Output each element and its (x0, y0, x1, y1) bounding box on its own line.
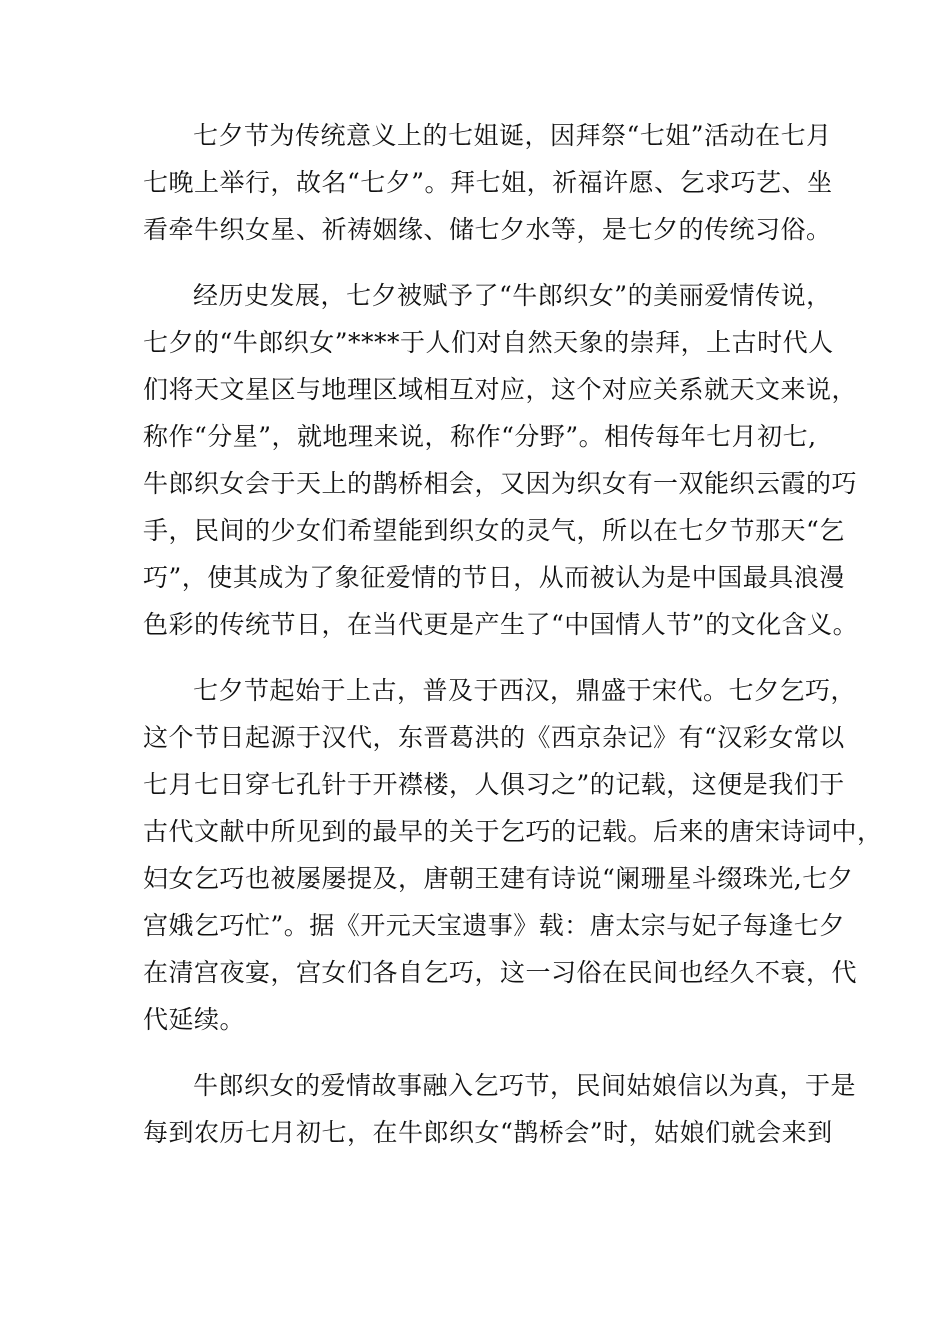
paragraph-line: 妇女乞巧也被屡屡提及，唐朝王建有诗说“阑珊星斗缀珠光,七夕 (143, 864, 854, 893)
paragraph-line: 巧”，使其成为了象征爱情的节日，从而被认为是中国最具浪漫 (143, 563, 845, 592)
paragraph-line: 七夕节为传统意义上的七姐诞，因拜祭“七姐”活动在七月 (193, 121, 832, 150)
paragraph-line: 七夕节起始于上古，普及于西汉，鼎盛于宋代。七夕乞巧， (193, 676, 857, 705)
paragraph-line: 宫娥乞巧忙”。据《开元天宝遗事》载：唐太宗与妃子每逢七夕 (143, 911, 845, 940)
paragraph-line: 代延续。 (143, 1005, 246, 1034)
paragraph-line: 七夕的“牛郎织女”****于人们对自然天象的崇拜，上古时代人 (143, 328, 834, 357)
paragraph-line: 牛郎织女的爱情故事融入乞巧节，民间姑娘信以为真，于是 (193, 1071, 857, 1100)
paragraph-line: 七晚上举行，故名“七夕”。拜七姐，祈福许愿、乞求巧艺、坐 (143, 168, 833, 197)
paragraph-line: 每到农历七月初七，在牛郎织女“鹊桥会”时，姑娘们就会来到 (143, 1118, 833, 1147)
paragraph-line: 古代文献中所见到的最早的关于乞巧的记载。后来的唐宋诗词中， (143, 817, 883, 846)
document-body (143, 112, 883, 1175)
paragraph-2 (143, 272, 859, 648)
paragraph-line: 称作“分星”，就地理来说，称作“分野”。相传每年七月初七, (143, 422, 817, 451)
paragraph-line: 七月七日穿七孔针于开襟楼，人俱习之”的记载，这便是我们于 (143, 770, 845, 799)
paragraph-line: 在清宫夜宴，宫女们各自乞巧，这一习俗在民间也经久不衰，代 (143, 958, 858, 987)
paragraph-line: 牛郎织女会于天上的鹊桥相会，又因为织女有一双能织云霞的巧 (143, 469, 858, 498)
paragraph-line: 们将天文星区与地理区域相互对应，这个对应关系就天文来说， (143, 375, 858, 404)
paragraph-1 (143, 112, 833, 253)
paragraph-line: 看牵牛织女星、祈祷姻缘、储七夕水等，是七夕的传统习俗。 (143, 215, 832, 244)
paragraph-line: 经历史发展，七夕被赋予了“牛郎织女”的美丽爱情传说， (193, 281, 832, 310)
paragraph-line: 手，民间的少女们希望能到织女的灵气，所以在七夕节那天“乞 (143, 516, 845, 545)
paragraph-3 (143, 667, 883, 1043)
paragraph-line: 这个节日起源于汉代，东晋葛洪的《西京杂记》有“汉彩女常以 (143, 723, 845, 752)
paragraph-4 (143, 1062, 857, 1156)
paragraph-line: 色彩的传统节日，在当代更是产生了“中国情人节”的文化含义。 (143, 610, 859, 639)
